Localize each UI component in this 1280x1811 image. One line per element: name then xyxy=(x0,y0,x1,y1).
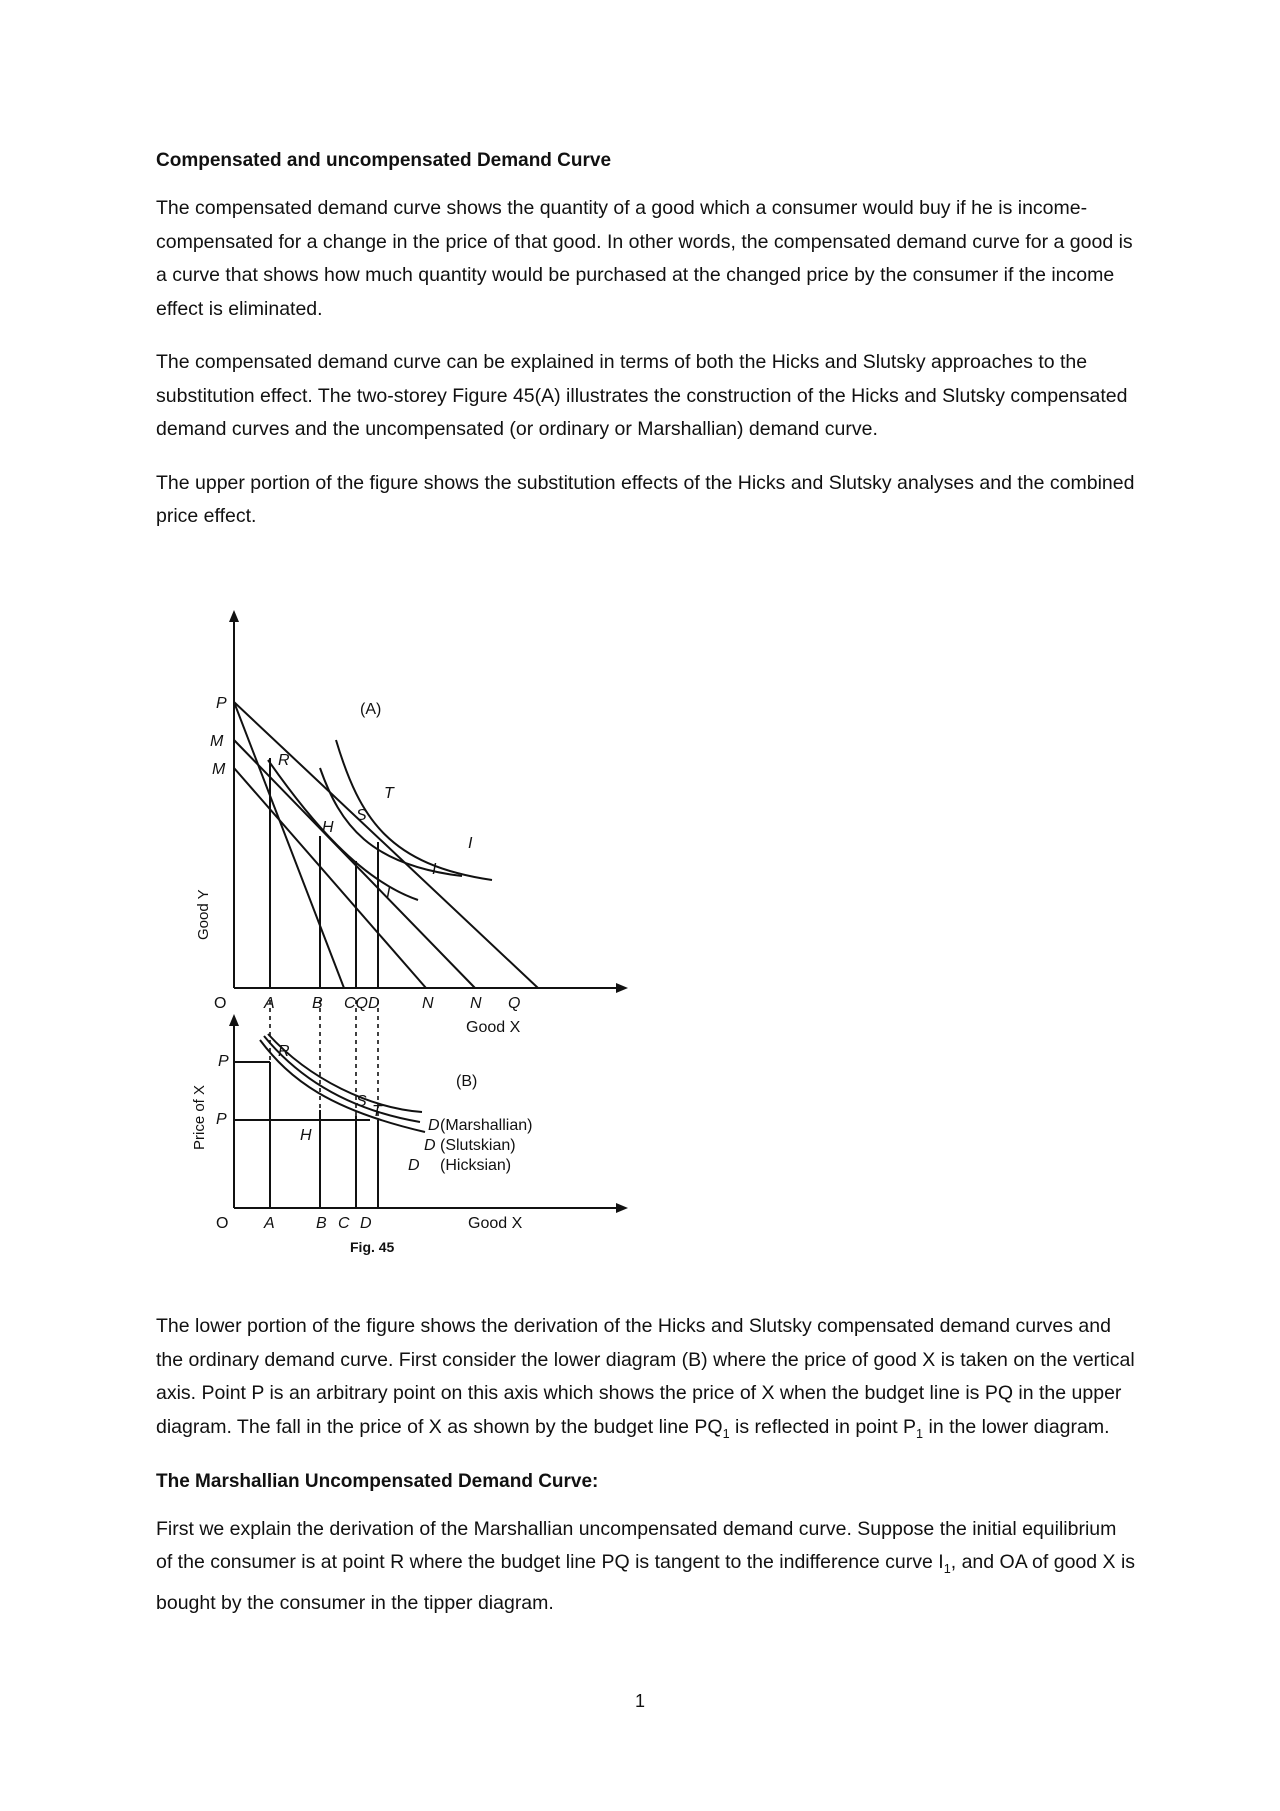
demand-d1: D xyxy=(408,1157,420,1174)
paragraph-2: The compensated demand curve can be explained in terms of both the Hicks and Slutsky approaches to the substitution effect. The two-storey Figure 45(A) illustrates the construction of the Hicks and Slutsky compensated demand curves and the uncompensated (or ordinary or Marshallian) demand curve. xyxy=(156,351,1128,440)
panel-a-label: (A) xyxy=(360,701,382,718)
tick-n: N xyxy=(422,995,434,1012)
demand-hicksian: (Hicksian) xyxy=(440,1157,512,1174)
economics-diagram xyxy=(160,610,640,1270)
section-heading: Compensated and uncompensated Demand Curve xyxy=(156,150,612,171)
point-s-bottom: S xyxy=(356,1093,367,1110)
arrow-up-icon xyxy=(229,1014,239,1026)
demand-d3: D xyxy=(428,1117,440,1134)
tick-b-top: B xyxy=(312,995,323,1012)
tick-n1: N xyxy=(470,995,482,1012)
demand-slutskian: (Slutskian) xyxy=(440,1137,516,1154)
curve-i2: I xyxy=(432,861,437,878)
point-r: R xyxy=(278,752,290,769)
point-t-bottom: T xyxy=(372,1103,382,1120)
paragraph-3: The upper portion of the figure shows the substitution effects of the Hicks and Slutsky analyses and the combined price effect. xyxy=(156,471,1135,527)
tick-c-bottom: C xyxy=(338,1215,350,1232)
tick-m: M xyxy=(212,761,226,778)
arrow-up-icon xyxy=(229,610,239,622)
page-body-lower xyxy=(156,1310,1136,1640)
origin-bottom: O xyxy=(216,1215,229,1232)
page-number: 1 xyxy=(634,1691,645,1711)
panel-b-label: (B) xyxy=(456,1073,478,1090)
x-axis-label-top: Good X xyxy=(466,1019,521,1036)
arrow-right-icon xyxy=(616,983,628,993)
tick-p-bottom: P xyxy=(218,1053,229,1070)
origin-top: O xyxy=(214,995,227,1012)
demand-d2: D xyxy=(424,1137,436,1154)
arrow-right-icon xyxy=(616,1203,628,1213)
page-body xyxy=(156,150,1136,554)
tick-b-bottom: B xyxy=(316,1215,327,1232)
tick-m1: M xyxy=(210,733,224,750)
paragraph-4: The lower portion of the figure shows the derivation of the Hicks and Slutsky compensated demand curves and the ordinary demand curve. First consider the lower diagram (B) where the price of good X is taken on the vertical axis. Point P is an arbitrary point on this axis which shows the price of X when the budget line is PQ in the upper diagram. The fall in the price of X as shown by the budget line $PQ_1$ is reflected in point $P_1$ in the lower diagram. xyxy=(156,1315,1135,1441)
paragraph-5: First we explain the derivation of the Marshallian uncompensated demand curve. Suppose the initial equilibrium of the consumer is at point R where the budget line PQ is tangent to the indifference curve $I_1$, and OA of good X is bought by the consumer in the tipper diagram. xyxy=(156,1517,1136,1614)
tick-d-bottom: D xyxy=(360,1215,372,1232)
point-r-bottom: R xyxy=(278,1043,290,1060)
y-axis-label-top: Good Y xyxy=(195,889,212,940)
demand-marshallian: (Marshallian) xyxy=(440,1117,533,1134)
point-s: S xyxy=(356,807,367,824)
tick-p: P xyxy=(216,695,227,712)
tick-p1-bottom: P xyxy=(216,1111,227,1128)
point-h-bottom: H xyxy=(300,1127,312,1144)
tick-a-bottom: A xyxy=(264,1215,275,1232)
curve-i1: I xyxy=(386,885,391,902)
x-axis-label-bottom: Good X xyxy=(468,1215,523,1232)
figure-45 xyxy=(160,610,640,1270)
tick-a-top: A xyxy=(264,995,275,1012)
tick-q1: Q xyxy=(508,995,521,1012)
subsection-heading: The Marshallian Uncompensated Demand Curve: xyxy=(156,1470,599,1492)
point-t: T xyxy=(384,785,394,802)
point-h: H xyxy=(322,819,334,836)
curve-i3: I xyxy=(468,835,473,852)
paragraph-1: The compensated demand curve shows the quantity of a good which a consumer would buy if he is income-compensated for a change in the price of that good. In other words, the compensated demand curve for a good is a curve that shows how much quantity would be purchased at the changed price by the consumer if the income effect is eliminated. xyxy=(156,197,1133,320)
tick-cqd-top: CQD xyxy=(344,995,380,1012)
figure-caption: Fig. 45 xyxy=(350,1239,395,1255)
y-axis-label-bottom: Price of X xyxy=(191,1084,208,1150)
